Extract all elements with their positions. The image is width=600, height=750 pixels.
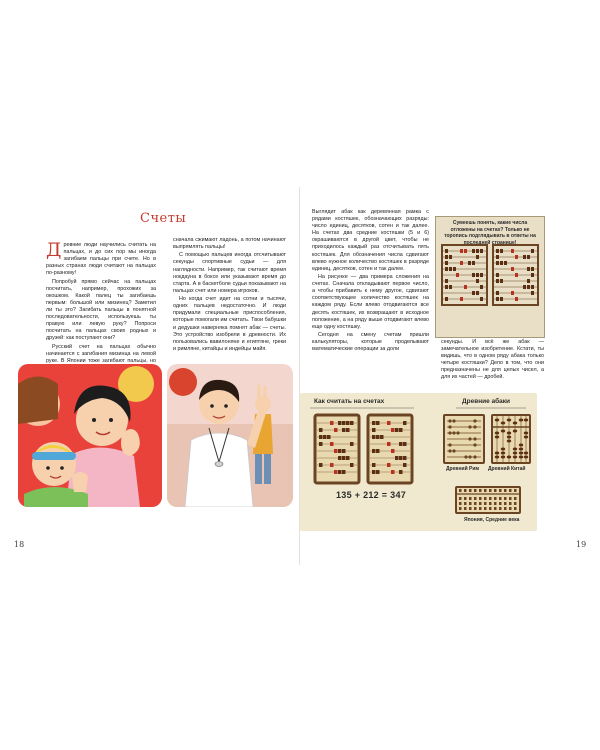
abacus-example-1	[315, 415, 359, 483]
paragraph: Русский счет на пальцах обычно начинается с загибания мизинца на левой руке. В Японии тоже загибают пальцы, но	[46, 343, 156, 364]
chinese-abacus	[492, 415, 530, 463]
referee-illustration	[167, 364, 293, 507]
paragraph: Попробуй прямо сейчас на пальцах посчитать, например, прохожих за окошком. Какой палец ты загибаешь первым: большой или мизинец? Заметил ли ты это? Загибать пальцы в понятной последовательности, используешь ты правую или левую руку? Попроси посчитать на пальцах своих родных и друзей: как поступают они?	[46, 278, 156, 342]
drop-cap: Д	[46, 239, 62, 261]
paragraph: Выглядит абак как деревянная рамка с рядами костяшек, обозначающих разряды: число единиц, десятков, сотен и так далее. На счетах два средние костяшки (5 и 6) окрашиваются в другой цвет, чтобы не приходилось каждый раз отсчитывать пять костяшек. Для обозначения числа сдвигают влево нужное количество костяшек в разряде единиц, десятков, сотен и так далее.	[312, 209, 429, 272]
right-page	[300, 187, 590, 565]
paragraph: С помощью пальцев иногда отсчитывают секунды спортивные судьи — для наглядности. Например, так считают время нокдауна в боксе или указывают время до старта. А в баскетболе судьи показывают на пальцах счет или номера игроков.	[173, 252, 286, 294]
right-column-2	[441, 339, 544, 383]
paragraph: Сегодня на смену счетам пришли калькуляторы, которые проделывают математические операции за доли	[312, 331, 429, 353]
abacus-example-2	[368, 415, 412, 483]
abacus-puzzle-box	[435, 216, 545, 338]
page-number-left: 18	[14, 540, 25, 549]
page-title: Счеты	[140, 211, 187, 226]
right-column-1	[312, 209, 429, 354]
children-counting-illustration	[18, 364, 162, 507]
book-spread	[10, 187, 590, 565]
abacus-panel	[300, 393, 537, 531]
abacus-puzzle-1	[442, 245, 487, 305]
paragraph: сначала сжимают ладонь, а потом начинают выпрямлять пальцы!	[173, 237, 286, 251]
puzzle-text: Сумеешь понять, какие числа отложены на счетах? Только не торопись подглядывать в ответы на последней странице!	[444, 220, 536, 246]
panel-title-counting: Как считать на счетах	[314, 398, 385, 405]
paragraph: Но когда счет идет на сотни и тысячи, одних пальцев недостаточно. И люди придумали специальные приспособления, которые помогали им считать. Твои бабушки и дедушки наверняка помнят абак — счеты. Это устройство изобрели в древности. Их пользовались вавилоняне и египтяне, греки и римляне, китайцы и индейцы майя.	[173, 296, 286, 352]
roman-abacus	[444, 415, 484, 463]
paragraph: секунды. И всё же абак — замечательное изобретение. Кстати, ты видишь, что в одном ряду абака только четыре костяшки? Дело в том, что они предназначены не для целых чисел, а для их частей — дробей.	[441, 339, 544, 381]
caption-ancient-rome: Древний Рим	[446, 466, 480, 472]
paragraph: На рисунке — два примера сложения на счетах. Сначала откладывают первое число, а чтобы прибавить к нему другое, сдвигают соответствующее количество костяшек на каждом ряду. Если влево отодвигаются все десять костяшек, их возвращают в исходное положение, а на ряду выше отодвигают влево еще одну костяшку.	[312, 274, 429, 330]
panel-title-ancient: Древние абаки	[462, 398, 511, 405]
japanese-abacus	[456, 487, 520, 513]
left-column-2	[173, 237, 286, 354]
caption-japan: Япония, Средние века	[464, 517, 520, 523]
addition-equation: 135 + 212 = 347	[336, 490, 407, 500]
left-page	[10, 187, 300, 565]
page-number-right: 19	[576, 540, 587, 549]
paragraph: Древние люди научились считать на пальцах, и до сих пор мы иногда загибаем пальцы при счете. Но в разных странах люди считают на пальцах по-разному!	[46, 239, 156, 277]
caption-ancient-china: Древний Китай	[488, 466, 526, 472]
abacus-puzzle-2	[493, 245, 538, 305]
